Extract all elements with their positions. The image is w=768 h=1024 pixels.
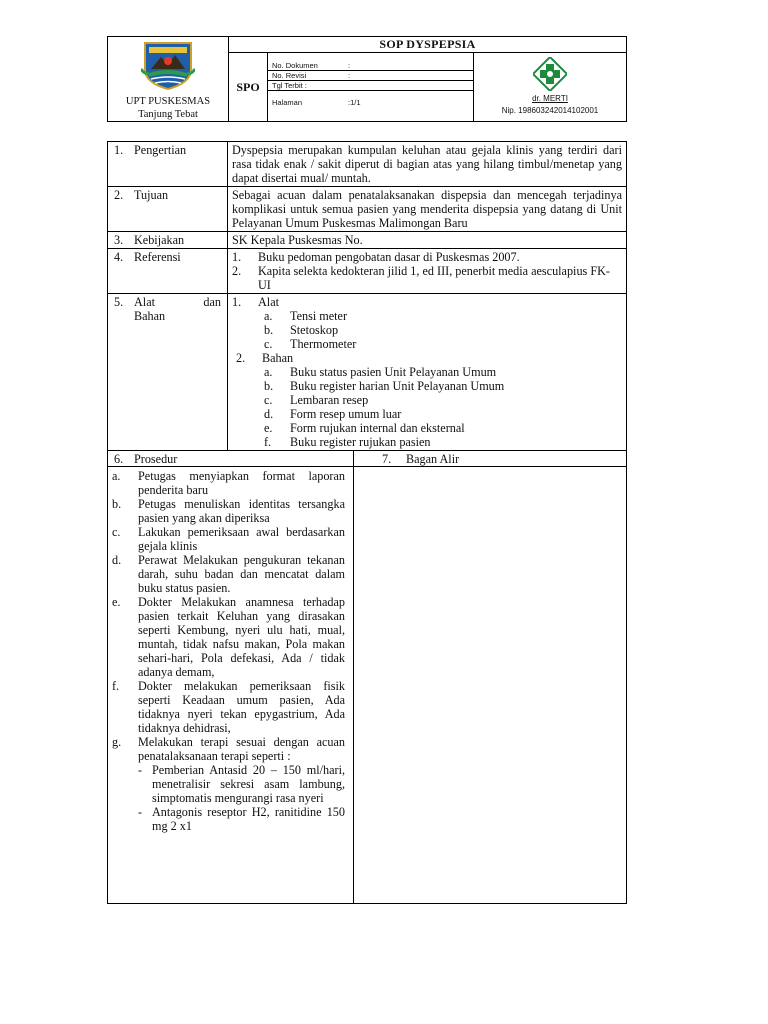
list-item: e. Form rujukan internal dan eksternal: [264, 421, 465, 435]
row-referensi: [108, 249, 627, 294]
bagan-alir-area: [354, 467, 627, 904]
regency-crest-icon: [141, 39, 195, 91]
list-item: 1. Buku pedoman pengobatan dasar di Puskesmas 2007.: [232, 250, 520, 264]
row-prosedur-body: [108, 467, 627, 904]
row-alat-bahan: [108, 294, 627, 451]
procedure-steps: [108, 467, 354, 904]
institution-block: [108, 37, 229, 122]
doc-number-value: :: [344, 61, 473, 71]
list-group-title: 1. Alat: [232, 295, 279, 309]
issue-date-label: Tgl Terbit :: [268, 81, 344, 91]
therapy-item: - Pemberian Antasid 20 – 150 ml/hari, menetralisir sekresi asam lambung, simptomatis mengurangi rasa nyeri: [138, 763, 345, 805]
list-item: b. Buku register harian Unit Pelayanan Umum: [264, 379, 505, 393]
list-item: 2. Kapita selekta kedokteran jilid 1, ed III, penerbit media aesculapius FK-UI: [232, 264, 610, 292]
section-number: 3.: [114, 233, 124, 247]
sop-content-table: [107, 141, 627, 904]
section-label: Tujuan: [134, 188, 169, 202]
document-header: [107, 36, 627, 122]
signer-name: dr. MERTI: [532, 94, 568, 103]
list-item: a. Tensi meter: [264, 309, 348, 323]
institution-name: UPT PUSKESMAS: [125, 96, 211, 107]
prosedur-header: 6. Prosedur: [108, 451, 354, 467]
document-title: SOP DYSPEPSIA: [229, 37, 627, 53]
alat-bahan-list: [228, 294, 627, 451]
list-item: a. Buku status pasien Unit Pelayanan Umum: [264, 365, 497, 379]
list-item: c. Lembaran resep: [264, 393, 369, 407]
referensi-list: [228, 249, 627, 294]
signer-nip: Nip. 198603242014102001: [501, 106, 599, 115]
procedure-step: g. Melakukan terapi sesuai dengan acuan penatalaksanaan terapi seperti :: [112, 735, 345, 763]
list-group-title: 2. Bahan: [236, 351, 294, 365]
bagan-alir-header: 7. Bagan Alir: [354, 451, 627, 467]
section-label: Pengertian: [134, 143, 187, 157]
health-cross-logo-icon: [533, 57, 567, 91]
page-label: Halaman: [272, 97, 303, 107]
row-pengertian: [108, 142, 627, 187]
list-item: f. Buku register rujukan pasien: [264, 435, 431, 449]
kebijakan-text: SK Kepala Puskesmas No.: [228, 232, 627, 249]
revision-value: :: [344, 71, 473, 81]
spo-label: SPO: [229, 53, 268, 122]
pengertian-text: Dyspepsia merupakan kumpulan keluhan atau gejala klinis yang terdiri dari rasa tidak enak / sakit diperut di bagian atas yang hilang timbul/menetap yang dapat disertai mual/ muntah.: [228, 142, 627, 187]
procedure-step: b. Petugas menuliskan identitas tersangka pasien yang akan diperiksa: [112, 497, 345, 525]
row-tujuan: [108, 187, 627, 232]
row-prosedur-header: [108, 451, 627, 467]
procedure-step: c. Lakukan pemeriksaan awal berdasarkan gejala klinis: [112, 525, 345, 553]
issue-date-value: [344, 81, 473, 91]
section-number: 4.: [114, 250, 124, 264]
list-item: b. Stetoskop: [264, 323, 339, 337]
procedure-step: f. Dokter melakukan pemeriksaan fisik seperti Keadaan umum pasien, Ada tidaknya nyeri tekan epygastrium, Ada tidaknya dehidrasi,: [112, 679, 345, 735]
signature-block: [474, 53, 627, 122]
tujuan-text: Sebagai acuan dalam penatalaksanakan dispepsia dan mencegah terjadinya komplikasi untuk semua pasien yang menderita dispepsia yang datang di Unit Pelayanan Umum Puskesmas Malimongan Baru: [228, 187, 627, 232]
section-label: Kebijakan: [134, 233, 185, 247]
institution-location: Tanjung Tebat: [138, 109, 198, 120]
row-kebijakan: [108, 232, 627, 249]
doc-number-label: No. Dokumen: [268, 61, 344, 71]
section-number: 2.: [114, 188, 124, 202]
revision-label: No. Revisi: [268, 71, 344, 81]
list-item: c. Thermometer: [264, 337, 357, 351]
alat-bahan-label: 5. Alat dan Bahan: [108, 294, 228, 451]
section-number: 1.: [114, 143, 124, 157]
page-value: :1/1: [348, 97, 361, 107]
document-info: [268, 53, 474, 122]
procedure-step: a. Petugas menyiapkan format laporan penderita baru: [112, 469, 345, 497]
list-item: d. Form resep umum luar: [264, 407, 402, 421]
procedure-step: e. Dokter Melakukan anamnesa terhadap pasien terkait Keluhan yang dirasakan seperti Kembung, nyeri ulu hati, mual, muntah, tidak nafsu makan, Pola makan sehari-hari, Pola defekasi, Ada / tidak adanya demam,: [112, 595, 345, 679]
procedure-step: d. Perawat Melakukan pengukuran tekanan darah, suhu badan dan mencatat dalam buku status pasien.: [112, 553, 345, 595]
therapy-item: - Antagonis reseptor H2, ranitidine 150 mg 2 x1: [138, 805, 345, 833]
section-label: Referensi: [134, 250, 181, 264]
